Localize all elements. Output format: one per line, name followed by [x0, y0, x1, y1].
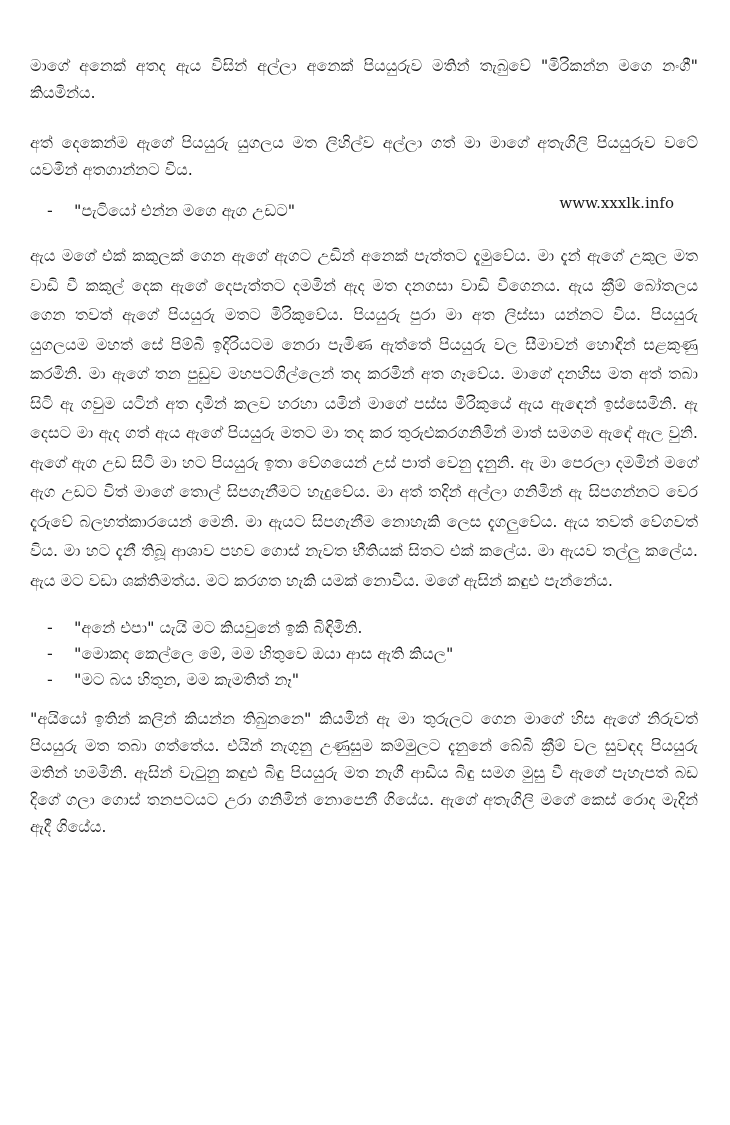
paragraph-2: අත් දෙකෙන්ම ඇගේ පියයුරු යුගලය මත ලිහිල්ව අල්ලා ගත් මා මාගේ අතැගිලි පියයුරුව වටේ යවමින් අතගාන්නට විය.: [30, 133, 698, 179]
dialogue-text: "පැටියෝ එන්න මගෙ ඇග උඩට": [74, 201, 296, 220]
paragraph-1: මාගේ අනෙක් අතද ඇය විසින් අල්ලා අනෙක් පියයුරුව මතින් තැබුවේ "මිරිකන්න මගෙ නංගී" කියමින්ය.: [30, 56, 698, 102]
list-item: [30, 667, 698, 693]
list-item: [30, 197, 295, 224]
dialogue-line-1: [30, 191, 698, 231]
dialogue-list: [30, 615, 698, 693]
bullet-dash: -: [47, 644, 53, 663]
document-body: [30, 52, 698, 840]
list-item: [30, 615, 698, 641]
dialogue-text: "අනේ එපා" යැයි මට කියවුනේ ඉකි බිඳිමිනි.: [74, 618, 363, 637]
main-paragraph: ඇය මගේ එක් කකුලක් ගෙන ඇගේ ඇගට උඩින් අනෙක් පැත්තට දැමුවේය. මා දැන් ඇගේ උකුල මත වාඩි වී කකුල් දෙක ඇගේ දෙපැත්තට දමමින් ඇද මත දනගසා වාඩි වීගෙනය. ඇය ක්‍රීම් බෝතලය ගෙන තවත් ඇගේ පියයුරු මතට මිරිකුවේය. පියයුරු පුරා මා අත ලිස්සා යන්නට විය. පියයුරු යුගලයම මහත් සේ පිම්බී ඉදිරියටම නෙරා පැමිණ ඇත්තේ පියයුරු වල සීමාවන් හොඳින් සළකුණු කරමිනි. මා ඇගේ තන පුඩුව මහපටගිල්ලෙන් තද කරමින් අත ගෑවේය. මාගේ දනහිස මත අත් තබා සිටි ඇ ගවුම යටින් අත දාමින් කලව හරහා යමින් මාගේ පස්ස මිරිකුයේ ඇය ඇඳෙන් ඉස්සෙමිනි. ඇ දෙසට මා ඇද ගත් ඇය ඇගේ පියයුරු මතට මා තද කර තුරුළුකරගනිමින් මාත් සමගම ඇඳේ ඇල වුනි. ඇගේ ඇග උඩ සිටි මා හට පියයුරු ඉතා වේගයෙන් උස් පාත් වෙනු දැනුනි. ඇ මා පෙරලා දමමින් මගේ ඇග උඩට විත් මාගේ තොල් සිපගැනීමට හැදුවේය. මා අත් තදින් අල්ලා ගනිමින් ඇ සිපගන්නට වෙර දැරුවේ බලහත්කාරයෙන් මෙනි. මා ඇයට සිපගැනීම නොහැකි ලෙස දැගලුවේය. ඇය තවත් වේගවත් විය. මා හට දැනී තිබූ ආශාව පහව ගොස් නැවත භීතියක් සිතට එක් කලේය. මා ඇයව තල්ලු කලේය. ඇය මට වඩා ශක්තිමත්ය. මට කරගත හැකි යමක් නොවීය. මගේ ඇසින් කඳුළු පැන්නේය.: [30, 246, 698, 590]
dialogue-text: "මොකද කෙල්ලෙ මේ, මම හිතුවෙ ඔයා ආස ඇති කියල": [74, 644, 454, 663]
bullet-dash: -: [47, 670, 53, 689]
bullet-dash: -: [47, 618, 53, 637]
website-url: www.xxxlk.info: [559, 194, 674, 212]
list-item: [30, 641, 698, 667]
dialogue-text: "මට බය හිතුන, මම කැමතිත් නෑ": [74, 670, 300, 689]
bullet-dash: -: [47, 201, 53, 220]
closing-paragraph: "අයියෝ ඉතින් කලින් කියන්න තිබුනනෙ" කියමින් ඇ මා තුරුලට ගෙන මාගේ හිස ඇගේ නිරුවත් පියයුරු මත තබා ගත්තේය. එයින් නැගුනු උණුසුම කම්මුලට දැනුනේ බේබි ක්‍රීම් වල සුවඳද පියයුරු මතින් හමමිනි. ඇසින් වැටුනු කඳුළු බිඳු පියයුරු මත නැගී ආඩිය බිඳු සමග මුසු වී ඇගේ පැහැපත් බඩ දිගේ ගලා ගොස් තනපටයට උරා ගනිමින් නොපෙනී ගියේය. ඇගේ අතැගිලි මගේ කෙස් රොද මැදින් ඇදී ගියේය.: [30, 709, 698, 836]
